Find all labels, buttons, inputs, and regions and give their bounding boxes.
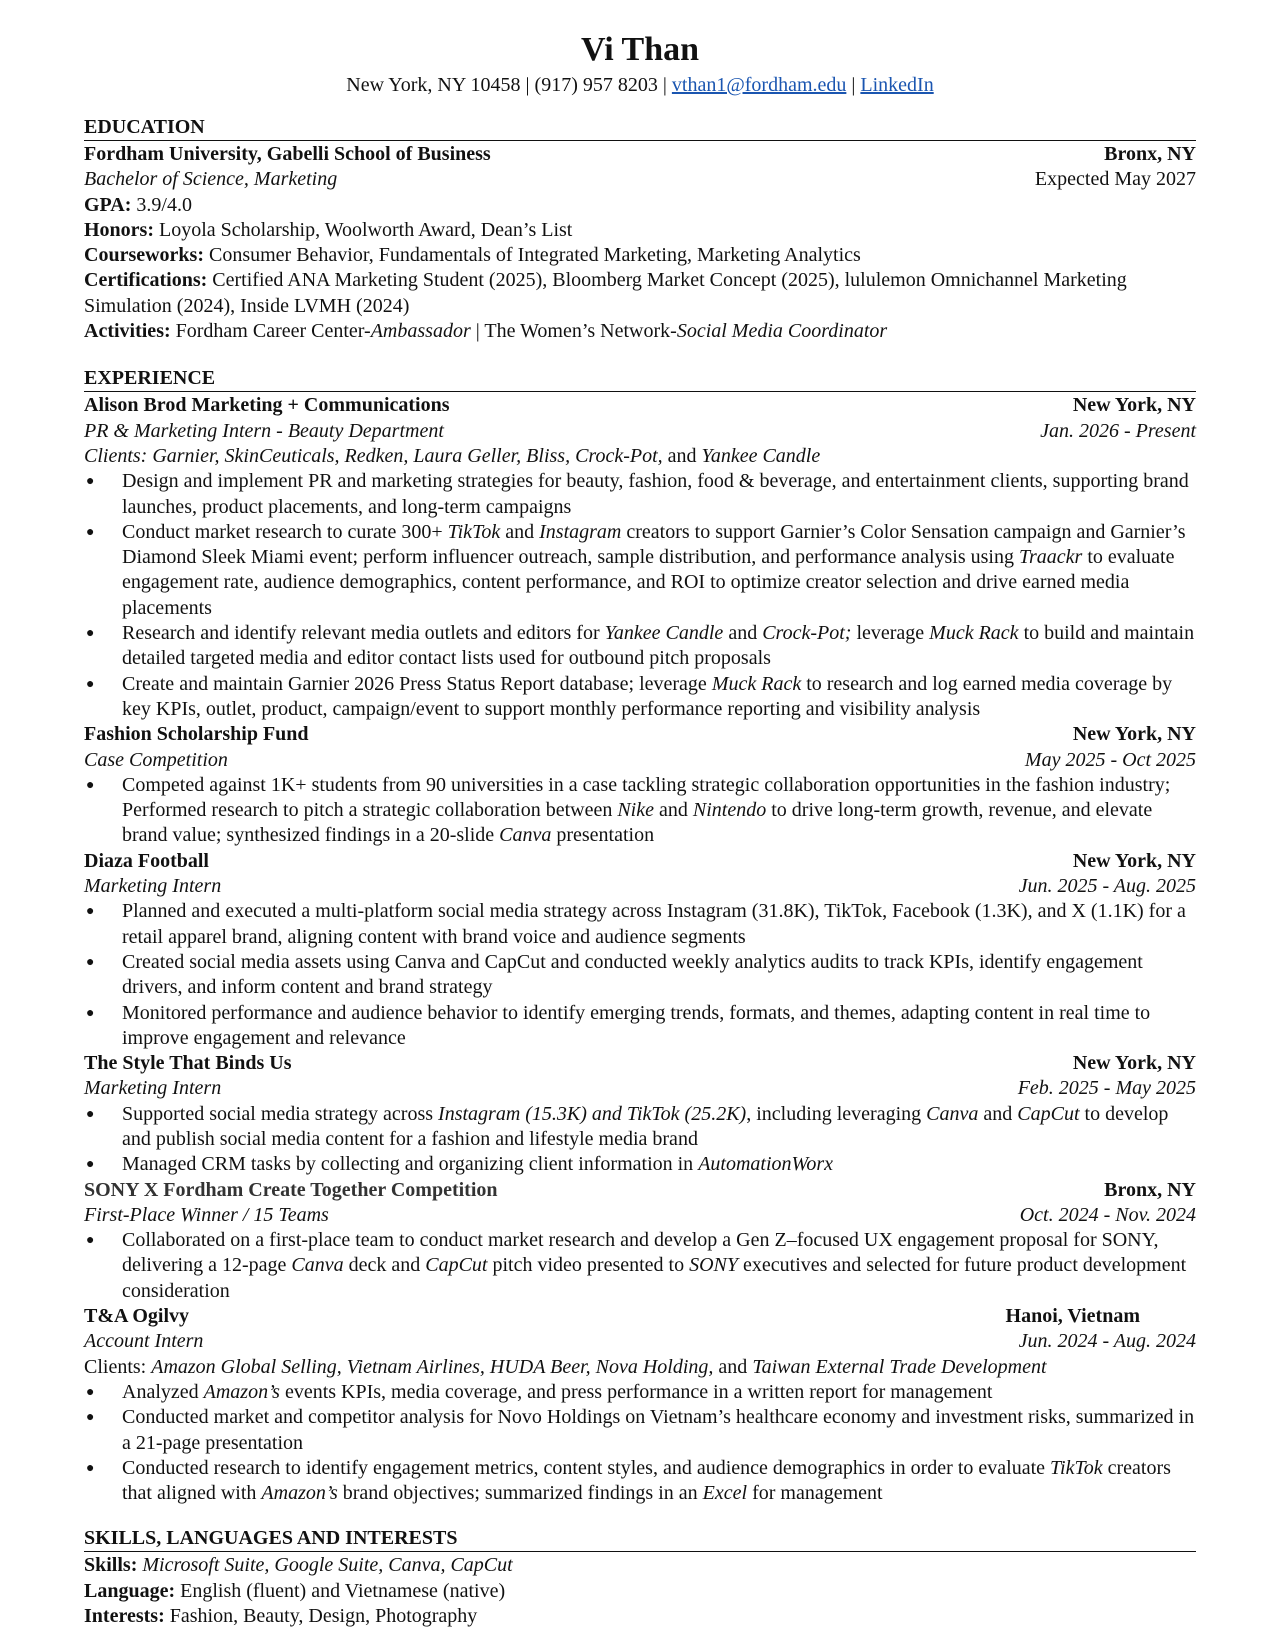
clients-a: Clients: [84,1355,152,1378]
company-name: Diaza Football [84,849,209,872]
bullet: ● Created social media assets using Canva and CapCut and conducted weekly analytics audits to track KPIs, identify engagement drivers, and inform content and brand strategy [84,950,1196,1001]
courses-label: Courseworks: [84,244,204,267]
job-date: Jun. 2024 - Aug. 2024 [1018,1330,1196,1353]
job-location: New York, NY [1072,1052,1196,1075]
gpa-value: 3.9/4.0 [131,193,192,216]
language-label: Language: [84,1579,176,1602]
company-name: The Style That Binds Us [84,1052,292,1075]
job-bullets [84,899,1196,1051]
activity-2-role: Social Media Coordinator [676,320,888,343]
skills-value: Microsoft Suite, Google Suite, Canva, CapCut [137,1554,513,1577]
job-entry [84,849,1196,1051]
job-location: Hanoi, Vietnam [1005,1305,1140,1328]
bullet: ● Collaborated on a first-place team to conduct market research and develop a Gen Z–focused UX engagement proposal for SONY, delivering a 12-page Canva deck and CapCut pitch video presented to SONY executives and selected for future product development consideration [84,1228,1196,1304]
education-degree-row [84,167,1196,192]
interests-line [84,1604,1196,1629]
honors-label: Honors: [84,218,154,241]
company-name: Fashion Scholarship Fund [84,723,309,746]
job-date: May 2025 - Oct 2025 [1024,748,1196,771]
job-bullets [84,1228,1196,1304]
bullet: ● Conduct market research to curate 300+ TikTok and Instagram creators to support Garnier’s Color Sensation campaign and Garnier’s Diamond Sleek Miami event; perform influencer outreach, sample distribution, and performance analysis using Traackr to evaluate engagement rate, audience demographics, content performance, and ROI to optimize creator selection and drive earned media placements [84,520,1196,621]
job-entry [84,722,1196,848]
clients-b: and [662,444,702,467]
job-location: New York, NY [1072,849,1196,872]
job-location: New York, NY [1072,394,1196,417]
job-entry [84,1178,1196,1304]
job-date: Jan. 2026 - Present [1040,419,1196,442]
job-location: Bronx, NY [1104,1178,1196,1201]
job-role: Case Competition [84,748,228,771]
bullet: ● Supported social media strategy across Instagram (15.3K) and TikTok (25.2K), including leveraging Canva and CapCut to develop and publish social media content for a fashion and lifestyle media brand [84,1102,1196,1153]
job-bullets [84,773,1196,849]
skills-label: Skills: [84,1554,138,1577]
company-name: SONY X Fordham Create Together Competition [84,1178,498,1201]
resume-page [84,28,1196,1629]
email-link[interactable]: vthan1@fordham.edu [671,74,847,96]
contact-separator: | [846,74,861,96]
school-name: Fordham University, Gabelli School of Business [84,143,491,165]
education-school-row [84,142,1196,167]
degree: Bachelor of Science, Marketing [84,168,338,191]
interests-value: Fashion, Beauty, Design, Photography [164,1605,478,1628]
job-bullets [84,469,1196,722]
activity-2: | The Women’s Network- [470,320,677,343]
location-phone: New York, NY 10458 | (917) 957 8203 | [346,74,672,96]
linkedin-link[interactable]: LinkedIn [860,74,934,96]
job-role: Marketing Intern [84,1077,222,1100]
activity-1-role: Ambassador [370,320,471,343]
courses-line [84,243,1196,268]
skills-heading: SKILLS, LANGUAGES AND INTERESTS [84,1526,1196,1552]
activity-1: Fordham Career Center- [170,320,371,343]
job-role: Marketing Intern [84,875,222,898]
job-clients [84,444,1196,469]
company-name: T&A Ogilvy [84,1305,190,1328]
bullet: ● Managed CRM tasks by collecting and organizing client information in AutomationWorx [84,1152,1196,1177]
certifications-label: Certifications: [84,269,208,292]
bullet: ● Competed against 1K+ students from 90 universities in a case tackling strategic collaboration opportunities in the fashion industry; Performed research to pitch a strategic collaboration between Nike and Nintendo to drive long-term growth, revenue, and elevate brand value; synthesized findings in a 20-slide Canva presentation [84,773,1196,849]
activities-label: Activities: [84,320,171,343]
bullet: ● Research and identify relevant media outlets and editors for Yankee Candle and Crock-Pot; leverage Muck Rack to build and maintain detailed targeted media and editor contact lists used for outbound pitch proposals [84,621,1196,672]
job-clients [84,1355,1196,1380]
bullet: ● Conducted research to identify engagement metrics, content styles, and audience demographics in order to evaluate TikTok creators that aligned with Amazon’s brand objectives; summarized findings in an Excel for management [84,1456,1196,1507]
interests-label: Interests: [84,1605,165,1628]
school-location: Bronx, NY [1104,143,1196,165]
skills-line [84,1553,1196,1578]
certifications-line [84,268,1196,319]
job-date: Jun. 2025 - Aug. 2025 [1018,875,1196,898]
language-value: English (fluent) and Vietnamese (native) [175,1579,506,1602]
job-entry [84,393,1196,722]
job-bullets [84,1380,1196,1506]
job-date: Oct. 2024 - Nov. 2024 [1019,1203,1196,1226]
bullet: ● Monitored performance and audience behavior to identify emerging trends, formats, and themes, adapting content in real time to improve engagement and relevance [84,1001,1196,1052]
bullet: ● Analyzed Amazon’s events KPIs, media coverage, and press performance in a written report for management [84,1380,1196,1405]
job-date: Feb. 2025 - May 2025 [1017,1077,1196,1100]
clients-b: Amazon Global Selling, Vietnam Airlines, HUDA Beer, Nova Holding, [151,1355,714,1378]
gpa-line [84,193,1196,218]
clients-d: Taiwan External Trade Development [752,1355,1047,1378]
bullet: ● Planned and executed a multi-platform social media strategy across Instagram (31.8K), TikTok, Facebook (1.3K), and X (1.1K) for a retail apparel brand, aligning content with brand voice and audience segments [84,899,1196,950]
bullet: ● Design and implement PR and marketing strategies for beauty, fashion, food & beverage, and entertainment clients, supporting brand launches, product placements, and long-term campaigns [84,469,1196,520]
honors-value: Loyola Scholarship, Woolworth Award, Dean’s List [154,218,573,241]
job-entry [84,1304,1196,1506]
language-line [84,1579,1196,1604]
job-bullets [84,1102,1196,1178]
courses-value: Consumer Behavior, Fundamentals of Integrated Marketing, Marketing Analytics [204,244,861,267]
clients-a: Clients: Garnier, SkinCeuticals, Redken, Laura Geller, Bliss, Crock-Pot, [84,444,663,467]
graduation-date: Expected May 2027 [1034,168,1196,191]
certifications-value: Certified ANA Marketing Student (2025), Bloomberg Market Concept (2025), lululemon Omnichannel Marketing Simulation (2024), Inside LVMH (2024) [84,269,1127,317]
experience-heading: EXPERIENCE [84,366,1196,392]
bullet: ● Conducted market and competitor analysis for Novo Holdings on Vietnam’s healthcare economy and investment risks, summarized in a 21-page presentation [84,1405,1196,1456]
candidate-name: Vi Than [580,31,700,68]
honors-line [84,218,1196,243]
company-name: Alison Brod Marketing + Communications [84,394,450,417]
activities-line [84,319,1196,344]
job-location: New York, NY [1072,723,1196,746]
job-role: PR & Marketing Intern - Beauty Department [84,419,444,442]
clients-c: and [713,1355,753,1378]
gpa-label: GPA: [84,193,132,216]
clients-c: Yankee Candle [701,444,821,467]
contact-line [84,72,1196,98]
bullet: ● Create and maintain Garnier 2026 Press Status Report database; leverage Muck Rack to research and log earned media coverage by key KPIs, outlet, product, campaign/event to support monthly performance reporting and visibility analysis [84,672,1196,723]
education-heading: EDUCATION [84,115,1196,141]
job-entry [84,1051,1196,1177]
job-role: First-Place Winner / 15 Teams [84,1203,329,1226]
job-role: Account Intern [84,1330,204,1353]
